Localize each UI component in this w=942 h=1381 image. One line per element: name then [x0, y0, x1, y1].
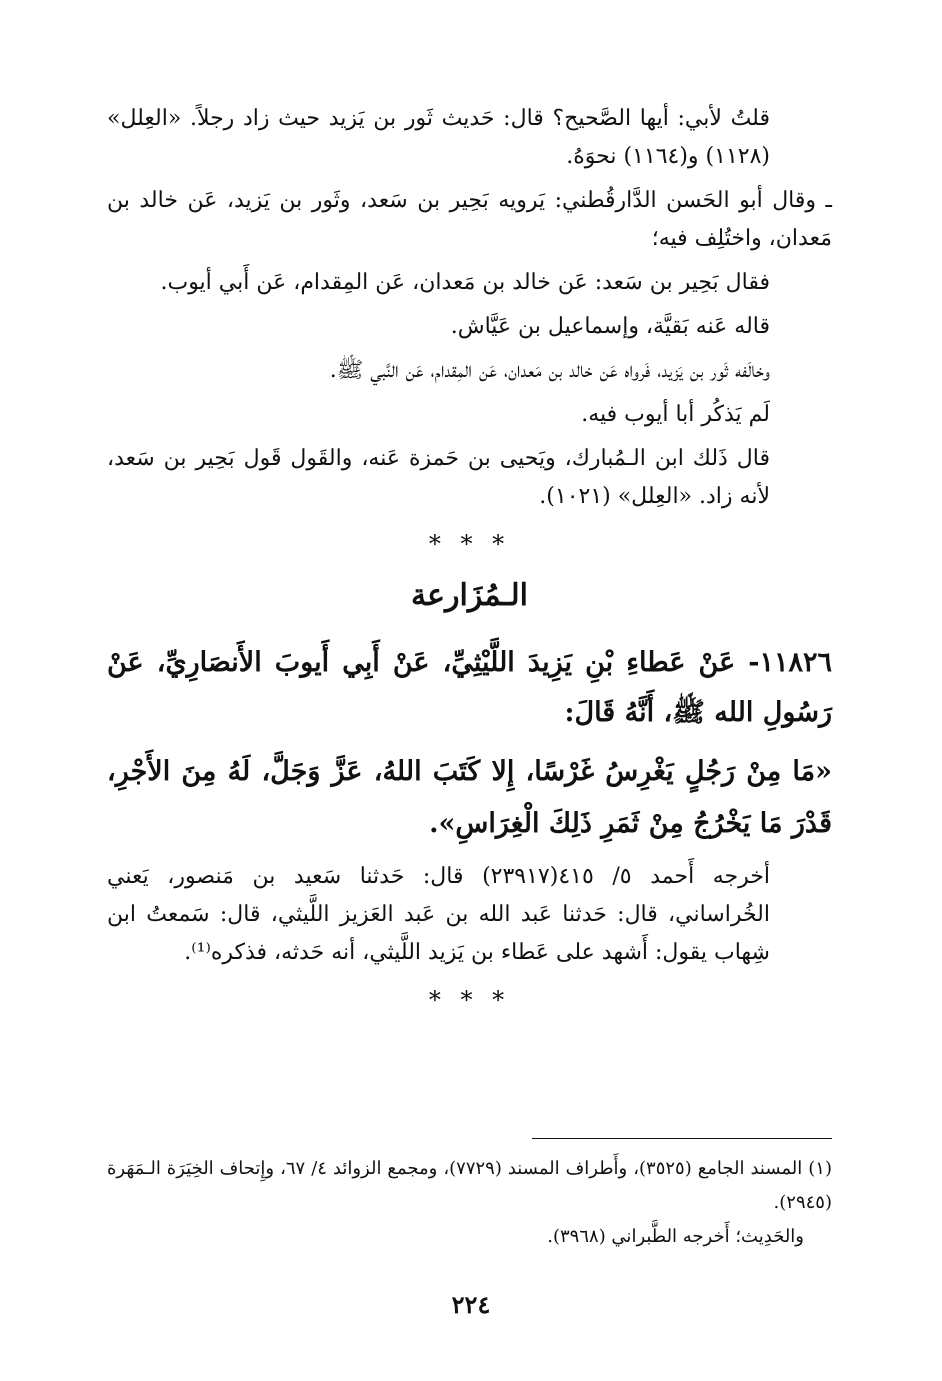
paragraph-bahir: فقال بَحِير بن سَعد: عَن خالد بن مَعدان، عَن المِقدام، عَن أَبي أيوب. — [160, 270, 770, 295]
hadith-text: «مَا مِنْ رَجُلٍ يَغْرِسُ غَرْسًا، إِلا كَتَبَ اللهُ، عَزَّ وَجَلَّ، لَهُ مِنَ الأَجْرِ، قَدْرَ مَا يَخْرُجُ مِنْ ثَمَرِ ذَلِكَ الْغِرَاسِ». — [107, 756, 832, 839]
takhrij-paragraph: أخرجه أَحمد ٥/ ٤١٥(٢٣٩١٧) قال: حَدثنا سَعيد بن مَنصور، يَعني الخُراساني، قال: حَدثنا عَبد الله بن عَبد العَزيز اللَّيثي، قال: سَمعتُ ابن شِهاب يقول: أَشهد على عَطاء بن يَزيد اللَّيثي، أنه حَدثه، فذكره⁽¹⁾. — [107, 864, 770, 965]
paragraph-ibn-mubarak: قال ذَلك ابن الـمُبارك، ويَحيى بن حَمزة عَنه، والقَول قَول بَحِير بن سَعد، لأنه زاد. «العِلل» (١٠٢١). — [107, 446, 770, 509]
section-separator-top: * * * — [428, 530, 511, 558]
page-number: ٢٢٤ — [451, 1290, 491, 1319]
section-separator-bottom: * * * — [428, 986, 511, 1014]
footnote-2: والحَدِيث؛ أَخرجه الطَّبراني (٣٩٦٨). — [547, 1226, 804, 1247]
section-title: الـمُزَارعة — [411, 578, 528, 613]
main-text — [107, 100, 832, 1024]
paragraph-ilal-question: قلتُ لأبي: أيها الصَّحيح؟ قال: حَديث ثَور بن يَزيد حيث زاد رجلاً. «العِلل» (١١٢٨) و(١١٦٤) نحوَهُ. — [107, 106, 770, 169]
footnotes — [107, 1152, 832, 1254]
paragraph-abu-ayyub: لَم يَذكُر أبا أيوب فيه. — [581, 402, 770, 427]
hadith-chain: ١١٨٢٦- عَنْ عَطاءِ بْنِ يَزِيدَ اللَّيْثِيِّ، عَنْ أَبِي أَيوبَ الأَنصَارِيِّ، عَنْ رَسُولِ الله ﷺ، أَنَّهُ قَالَ: — [107, 647, 832, 728]
paragraph-daraqutni: ـ وقال أبو الحَسن الدَّارقُطني: يَرويه بَحِير بن سَعد، وثَور بن يَزيد، عَن خالد بن مَعدان، واختُلِف فيه؛ — [107, 188, 832, 251]
paragraph-baqiyya: قاله عَنه بَقيَّة، وإسماعيل بن عَيَّاش. — [450, 314, 770, 339]
footnote-1: (١) المسند الجامع (٣٥٢٥)، وأَطراف المسند (٧٧٢٩)، ومجمع الزوائد ٤/ ٦٧، وإِتحاف الخِيَرَة الـمَهَرة (٢٩٤٥). — [107, 1158, 832, 1213]
footnote-divider — [532, 1138, 832, 1139]
paragraph-thawr: وخالَفه ثَور بن يَزيد، فَرواه عَن خالد بن مَعدان، عَن المِقدام، عَن النَّبي ﷺ. — [329, 358, 770, 383]
